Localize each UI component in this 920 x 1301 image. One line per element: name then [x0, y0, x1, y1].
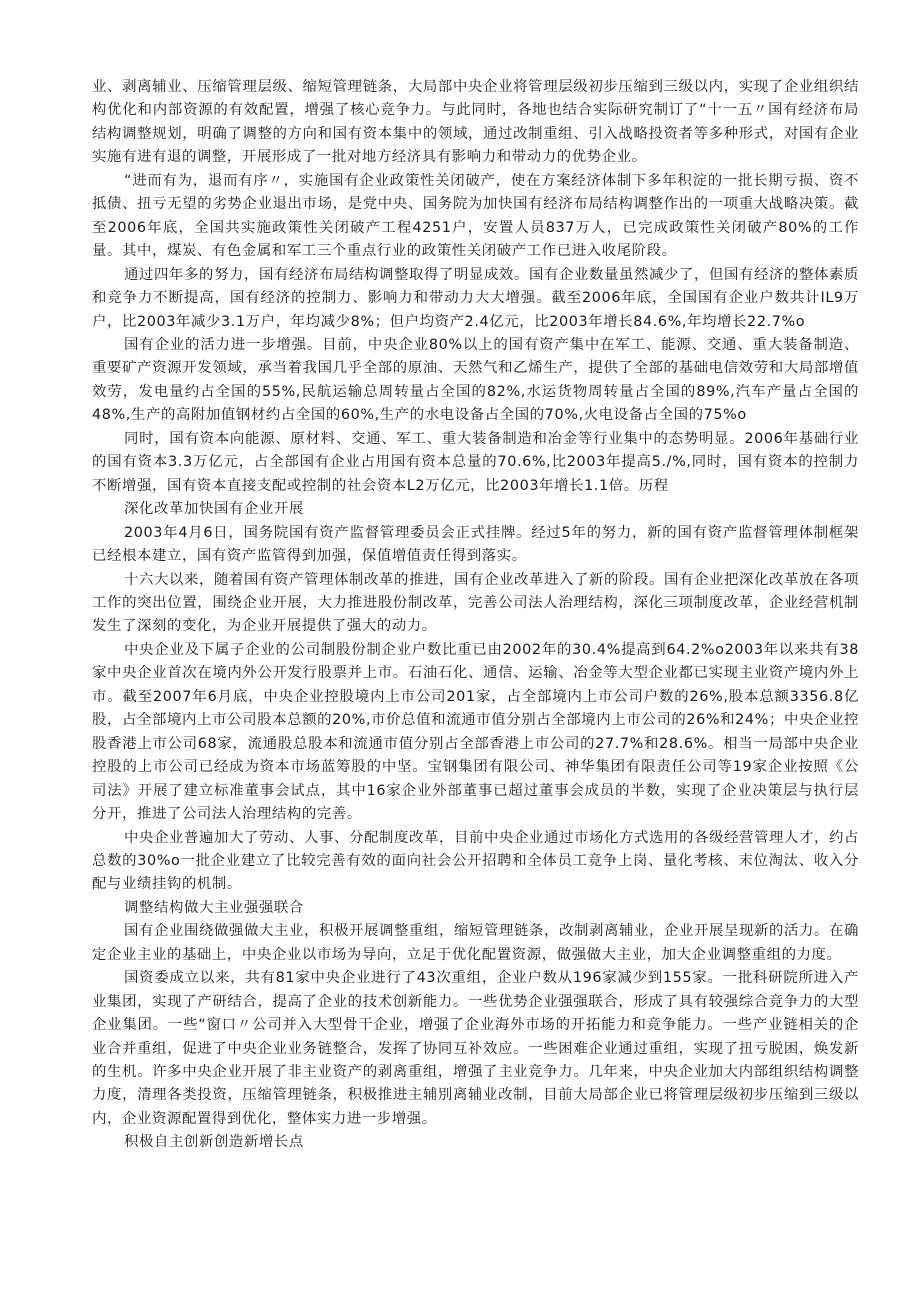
paragraph-1: 业、剥离辅业、压缩管理层级、缩短管理链条，大局部中央企业将管理层级初步压缩到三级以内，实现了企业组织结构优化和内部资源的有效配置，增强了核心竞争力。与此同时，各地也结合实际研究制订了“十一五〃国有经济布局结构调整规划，明确了调整的方向和国有资本集中的领域，通过改制重组、引入战略投资者等多种形式，对国有企业实施有进有退的调整，开展形成了一批对地方经济具有影响力和带动力的优势企业。 — [92, 79, 859, 166]
paragraph-7: 十六大以来，随着国有资产管理体制改革的推进，国有企业改革进入了新的阶段。国有企业把深化改革放在各项工作的突出位置，围绕企业开展，大力推进股份制改革，完善公司法人治理结构，深化三项制度改革，企业经营机制发生了深刻的变化，为企业开展提供了强大的动力。 — [92, 571, 859, 635]
section-heading-restructure: 调整结构做大主业强强联合 — [124, 899, 304, 916]
paragraph-6: 2003年4月6日，国务院国有资产监督管理委员会正式挂牌。经过5年的努力，新的国有资产监督管理体制框架已经根本建立，国有资产监管得到加强，保值增值责任得到落实。 — [92, 524, 859, 565]
paragraph-9: 中央企业普遍加大了劳动、人事、分配制度改革，目前中央企业通过市场化方式选用的各级经营管理人才，约占总数的30%o一批企业建立了比较完善有效的面向社会公开招聘和全体员工竞争上岗、量化考核、末位淘汰、收入分配与业绩挂钩的机制。 — [92, 829, 859, 893]
paragraph-10: 国有企业围绕做强做大主业，积极开展调整重组，缩短管理链条，改制剥离辅业，企业开展呈现新的活力。在确定企业主业的基础上，中央企业以市场为导向，立足于优化配置资源，做强做大主业，加大企业调整重组的力度。 — [92, 923, 859, 963]
section-heading-innovation: 积极自主创新创造新增长点 — [124, 1134, 304, 1151]
paragraph-5: 同时，国有资本向能源、原材料、交通、军工、重大装备制造和冶金等行业集中的态势明显。2006年基础行业的国有资本3.3万亿元，占全部国有企业占用国有资本总量的70.6%,比2003年提高5./%,同时，国有资本的控制力不断增强，国有资本直接支配或控制的社会资本L2万亿元，比2003年增长1.1倍。历程 — [92, 430, 859, 494]
section-heading-reform: 深化改革加快国有企业开展 — [124, 501, 304, 518]
paragraph-4: 国有企业的活力进一步增强。目前，中央企业80%以上的国有资产集中在军工、能源、交通、重大装备制造、重要矿产资源开发领域，承当着我国几乎全部的原油、天然气和乙烯生产，提供了全部的基础电信效劳和大局部增值效劳，发电量约占全国的55%,民航运输总周转量占全国的82%,水运货物周转量占全国的89%,汽车产量占全国的48%,生产的高附加值钢材约占全国的60%,生产的水电设备占全国的70%,火电设备占全国的75%o — [92, 336, 859, 424]
paragraph-11: 国资委成立以来，共有81家中央企业进行了43次重组，企业户数从196家减少到155家。一批科研院所进入产业集团，实现了产研结合，提高了企业的技术创新能力。一些优势企业强强联合，形成了具有较强综合竞争力的大型企业集团。一些“窗口〃公司并入大型骨干企业，增强了企业海外市场的开拓能力和竞争能力。一些产业链相关的企业合并重组，促进了中央企业业务链整合，发挥了协同互补效应。一些困难企业通过重组，实现了扭亏脱困，焕发新的生机。许多中央企业开展了非主业资产的剥离重组，增强了主业竞争力。几年来，中央企业加大内部组织结构调整力度，清理各类投资，压缩管理链条，积极推进主辅別离辅业改制，目前大局部企业已将管理层级初步压缩到三级以内，企业资源配置得到优化，整体实力进一步增强。 — [92, 970, 859, 1127]
paragraph-8: 中央企业及下属子企业的公司制股份制企业户数比重已由2002年的30.4%提高到64.2%o2003年以来共有38家中央企业首次在境内外公开发行股票并上市。石油石化、通信、运输、冶金等大型企业都已实现主业资产境内外上市。截至2007年6月底，中央企业控股境内上市公司201家，占全部境内上市公司户数的26%,股本总额3356.8亿股，占全部境内上市公司股本总额的20%,市价总值和流通市值分别占全部境内上市公司的26%和24%；中央企业控股香港上市公司68家，流通股总股本和流通市值分别占全部香港上市公司的27.7%和28.6%。相当一局部中央企业控股的上市公司已经成为资本市场蓝筹股的中坚。宝钢集团有限公司、神华集团有限责任公司等19家企业按照《公司法》开展了建立标准董事会试点，其中16家企业外部董事已超过董事会成员的半数，实现了企业决策层与执行层分开，推进了公司法人治理结构的完善。 — [92, 641, 859, 823]
paragraph-3: 通过四年多的努力，国有经济布局结构调整取得了明显成效。国有企业数量虽然减少了，但国有经济的整体素质和竞争力不断提高，国有经济的控制力、影响力和带动力大大增强。截至2006年底，全国国有企业户数共计IL9万户，比2003年减少3.1万户，年均减少8%；但户均资产2.4亿元，比2003年增长84.6%,年均增长22.7%o — [92, 266, 859, 330]
paragraph-2: “进而有为，退而有序〃，实施国有企业政策性关闭破产，使在方案经济体制下多年积淀的一批长期亏损、资不抵债、扭亏无望的劣势企业退出市场，是党中央、国务院为加快国有经济布局结构调整作出的一项重大战略决策。截至2006年底，全国共实施政策性关闭破产工程4251户，安置人员837万人，已完成政策性关闭破产80%的工作量。其中，煤炭、有色金属和军工三个重点行业的政策性关闭破产工作已进入收尾阶段。 — [92, 172, 859, 260]
